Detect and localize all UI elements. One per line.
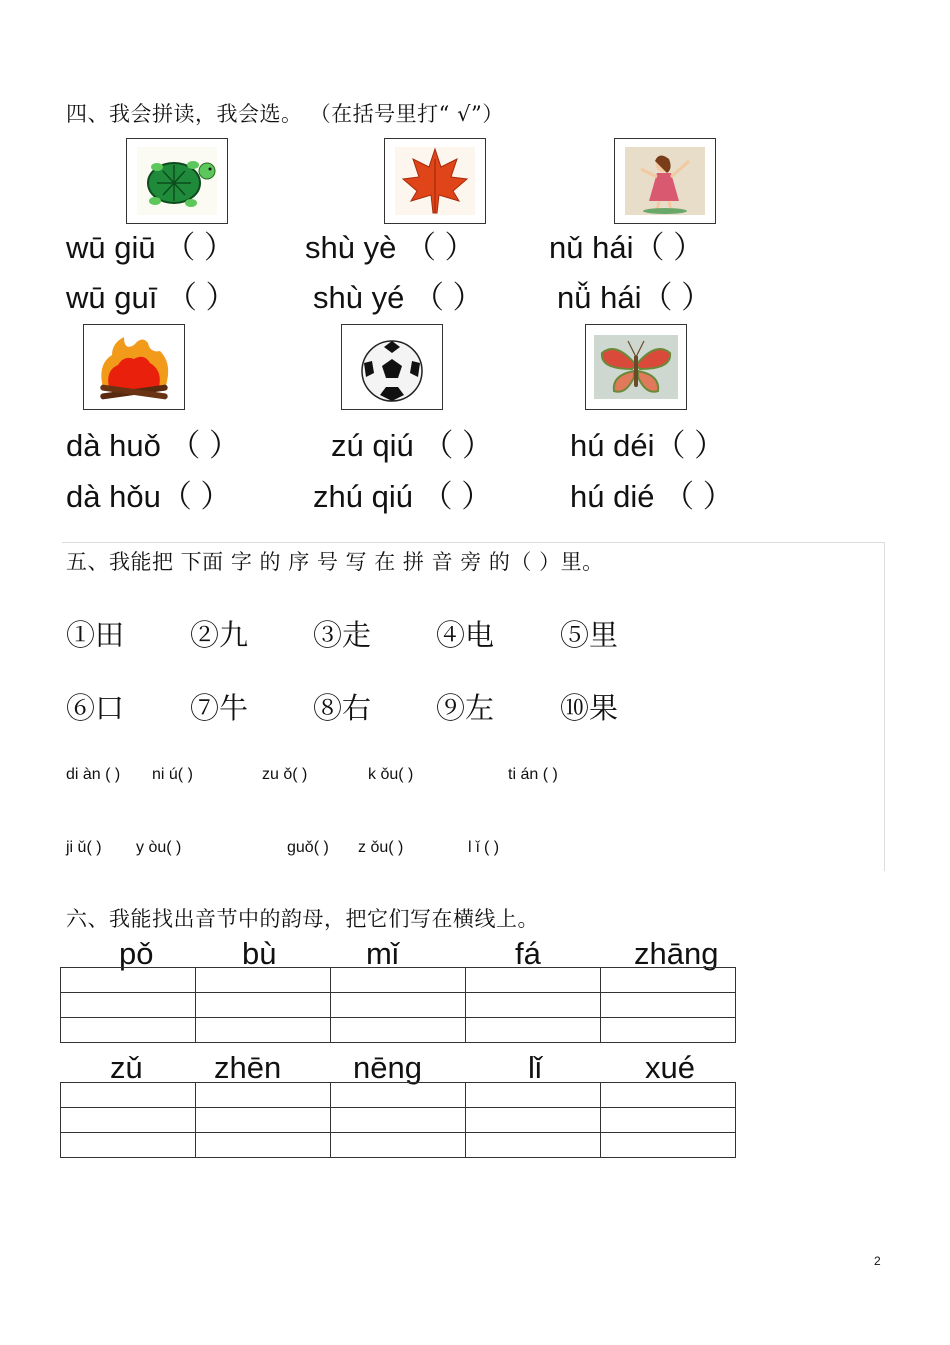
answer-cell[interactable]: [466, 1133, 601, 1158]
section4-title: 四、我会拼读，我会选。 （在括号里打“ √”）: [66, 102, 504, 126]
answer-cell[interactable]: [331, 993, 466, 1018]
char-item: ⑤里: [560, 618, 619, 652]
answer-cell[interactable]: [196, 968, 331, 993]
option-leaf-2[interactable]: shù yé （ ）: [313, 280, 484, 315]
pinyin-blank[interactable]: z ǒu( ): [358, 839, 404, 856]
syllable: lǐ: [528, 1050, 542, 1085]
syllable: pǒ: [119, 936, 154, 971]
turtle-icon: [127, 139, 227, 223]
syllable: bù: [242, 936, 277, 971]
answer-cell[interactable]: [466, 993, 601, 1018]
maple-leaf-picture: [384, 138, 486, 224]
butterfly-picture: [585, 324, 687, 410]
pinyin-blank[interactable]: y òu( ): [136, 839, 182, 856]
section6-title: 六、我能找出音节中的韵母，把它们写在横线上。: [66, 907, 539, 931]
option-girl-1[interactable]: nǔ hái（ ）: [549, 230, 705, 265]
answer-cell[interactable]: [196, 1083, 331, 1108]
answer-cell[interactable]: [196, 1018, 331, 1043]
answer-cell[interactable]: [61, 1083, 196, 1108]
char-item: ④电: [436, 618, 495, 652]
pinyin-blank[interactable]: l ǐ ( ): [468, 839, 500, 856]
section5-title: 五、我能把 下面 字 的 序 号 写 在 拼 音 旁 的（ ）里。: [66, 550, 604, 574]
char-item: ②九: [190, 618, 249, 652]
answer-cell[interactable]: [466, 1108, 601, 1133]
answer-cell[interactable]: [601, 993, 736, 1018]
pinyin-blank[interactable]: zu ǒ( ): [262, 766, 308, 783]
answer-cell[interactable]: [601, 968, 736, 993]
answer-cell[interactable]: [61, 1133, 196, 1158]
girl-picture: [614, 138, 716, 224]
fire-icon: [84, 325, 184, 409]
char-item: ⑦牛: [190, 691, 249, 725]
option-ball-2[interactable]: zhú qiú （ ）: [313, 479, 493, 514]
pinyin-blank[interactable]: guǒ( ): [287, 839, 329, 856]
girl-icon: [615, 139, 715, 223]
answer-grid-2: [60, 1082, 736, 1158]
answer-cell[interactable]: [331, 1083, 466, 1108]
answer-cell[interactable]: [331, 1018, 466, 1043]
answer-cell[interactable]: [61, 993, 196, 1018]
butterfly-icon: [586, 325, 686, 409]
answer-cell[interactable]: [331, 1108, 466, 1133]
answer-cell[interactable]: [61, 1018, 196, 1043]
syllable: fá: [515, 936, 541, 971]
option-butterfly-1[interactable]: hú déi（ ）: [570, 428, 726, 463]
char-item: ⑩果: [560, 691, 619, 725]
pinyin-blank[interactable]: ni ú( ): [152, 766, 193, 783]
option-butterfly-2[interactable]: hú dié （ ）: [570, 479, 734, 514]
soccer-ball-picture: [341, 324, 443, 410]
fire-picture: [83, 324, 185, 410]
char-item: ⑥口: [66, 691, 125, 725]
answer-cell[interactable]: [196, 1108, 331, 1133]
answer-cell[interactable]: [601, 1133, 736, 1158]
option-turtle-2[interactable]: wū guī （ ）: [66, 280, 237, 315]
option-fire-2[interactable]: dà hǒu（ ）: [66, 479, 232, 514]
syllable: zhēn: [214, 1050, 282, 1085]
option-ball-1[interactable]: zú qiú （ ）: [331, 428, 493, 463]
char-item: ⑨左: [436, 691, 495, 725]
answer-cell[interactable]: [601, 1083, 736, 1108]
maple-leaf-icon: [385, 139, 485, 223]
syllable: xué: [645, 1050, 695, 1085]
option-fire-1[interactable]: dà huǒ （ ）: [66, 428, 241, 463]
pinyin-blank[interactable]: ji ǔ( ): [66, 839, 102, 856]
option-leaf-1[interactable]: shù yè （ ）: [305, 230, 476, 265]
answer-cell[interactable]: [466, 1018, 601, 1043]
answer-cell[interactable]: [196, 993, 331, 1018]
char-item: ①田: [66, 618, 125, 652]
pinyin-blank[interactable]: ti án ( ): [508, 766, 558, 783]
option-girl-2[interactable]: nǚ hái（ ）: [557, 280, 713, 315]
syllable: zǔ: [110, 1050, 143, 1085]
pinyin-blank[interactable]: di àn ( ): [66, 766, 121, 783]
syllable: zhāng: [634, 936, 719, 971]
answer-cell[interactable]: [61, 1108, 196, 1133]
answer-cell[interactable]: [601, 1108, 736, 1133]
answer-cell[interactable]: [466, 968, 601, 993]
char-item: ③走: [313, 618, 372, 652]
page-number: 2: [874, 1254, 881, 1268]
option-turtle-1[interactable]: wū giū （ ）: [66, 230, 235, 265]
answer-cell[interactable]: [331, 1133, 466, 1158]
answer-cell[interactable]: [196, 1133, 331, 1158]
syllable: nēng: [353, 1050, 422, 1085]
answer-grid-1: [60, 967, 736, 1043]
char-item: ⑧右: [313, 691, 372, 725]
turtle-picture: [126, 138, 228, 224]
answer-cell[interactable]: [61, 968, 196, 993]
soccer-ball-icon: [342, 325, 442, 409]
answer-cell[interactable]: [466, 1083, 601, 1108]
syllable: mǐ: [366, 936, 399, 971]
answer-cell[interactable]: [601, 1018, 736, 1043]
answer-cell[interactable]: [331, 968, 466, 993]
pinyin-blank[interactable]: k ǒu( ): [368, 766, 414, 783]
